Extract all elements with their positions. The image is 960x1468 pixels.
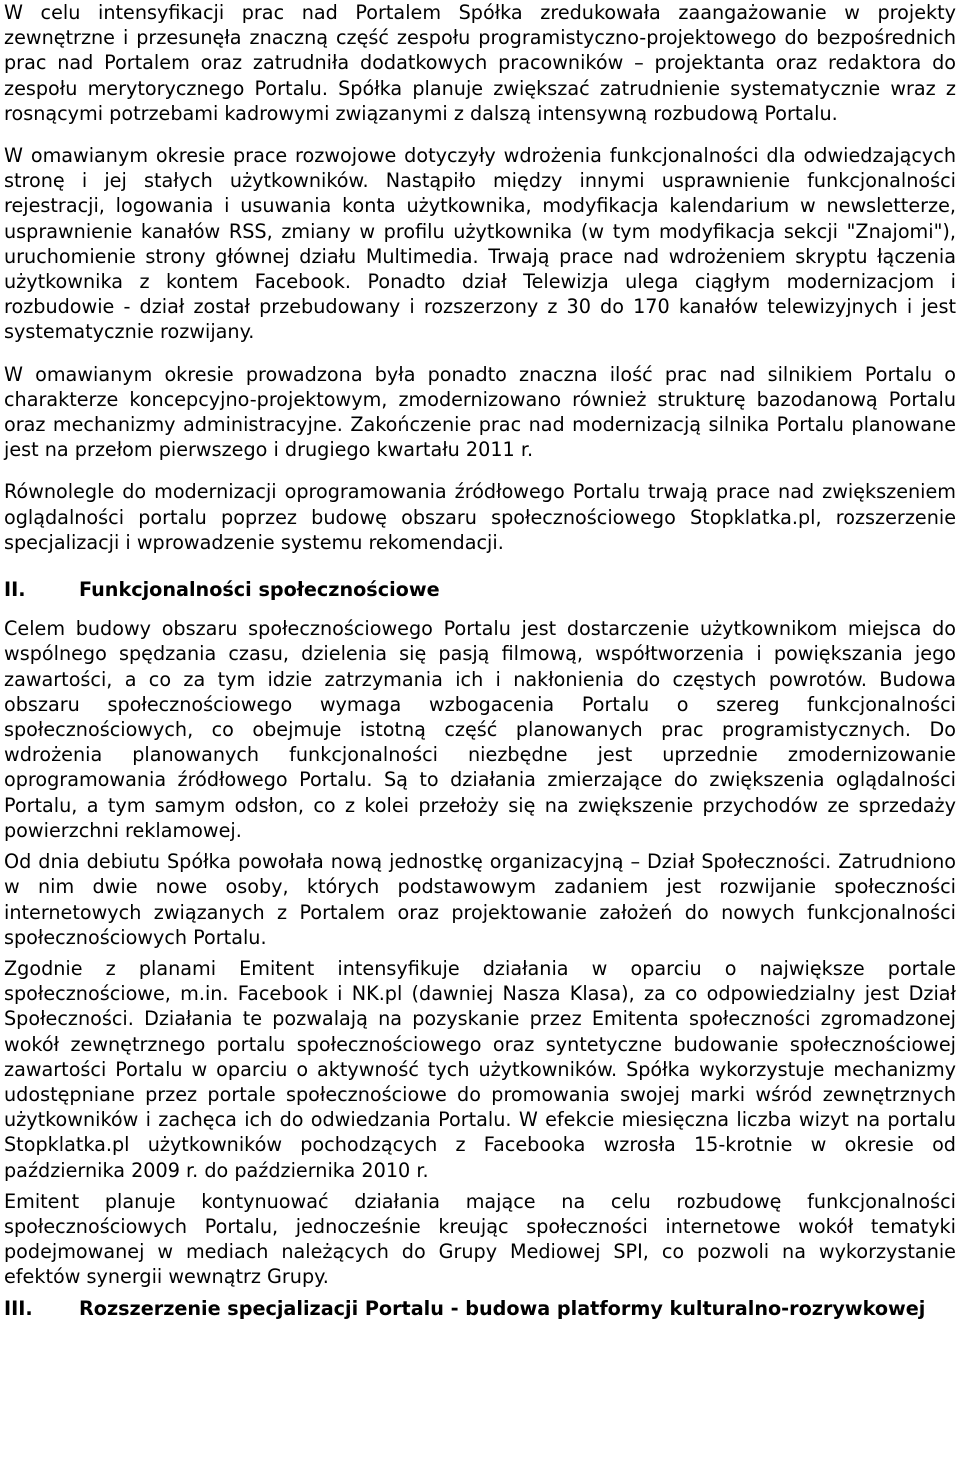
paragraph-parallel-works: Równolegle do modernizacji oprogramowania źródłowego Portalu trwają prace nad zwiększeniem oglądalności portalu poprzez budowę obszaru społecznościowego Stopklatka.pl, rozszerzenie specjalizacji i wprowadzenie systemu rekomendacji.	[4, 480, 956, 554]
section-number: II.	[4, 578, 26, 602]
section-number: III.	[4, 1296, 33, 1320]
paragraph-social-portals: Zgodnie z planami Emitent intensyfikuje działania w oparciu o największe portale społecznościowe, m.in. Facebook i NK.pl (dawniej Nasza Klasa), za co odpowiedzialny jest Dział Społeczności. Działania te pozwalają na pozyskanie przez Emitenta społeczności zgromadzonej wokół zewnętrznego portalu społecznościowego oraz syntetyczne budowanie społecznościowej zawartości Portalu w oparciu o aktywność tych użytkowników. Spółka wykorzystuje mechanizmy udostępniane przez portale społecznościowe do promowania swojej marki wśród zewnętrznych użytkowników i zachęca ich do odwiedzania Portalu. W efekcie miesięczna liczba wizyt na portalu Stopklatka.pl użytkowników pochodzących z Facebooka wzrosła 15-krotnie w okresie od października 2009 r. do października 2010 r.	[4, 956, 956, 1182]
section-title: Funkcjonalności społecznościowe	[79, 578, 440, 602]
section-heading-2	[4, 577, 956, 602]
paragraph-social-goal: Celem budowy obszaru społecznościowego Portalu jest dostarczenie użytkownikom miejsca do wspólnego spędzania czasu, dzielenia się pasją filmową, współtworzenia i powiększania jego zawartości, a co za tym idzie zatrzymania ich i nakłonienia do częstych powrotów. Budowa obszaru społecznościowego wymaga wzbogacenia Portalu o szereg funkcjonalności społecznościowych, co obejmuje istotną część planowanych prac programistycznych. Do wdrożenia planowanych funkcjonalności niezbędne jest uprzednie zmodernizowanie oprogramowania źródłowego Portalu. Są to działania zmierzające do zwiększenia oglądalności Portalu, a tym samym odsłon, co z kolei przełoży się na zwiększenie przychodów ze sprzedaży powierzchni reklamowej.	[4, 617, 956, 842]
paragraph-community-department: Od dnia debiutu Spółka powołała nową jednostkę organizacyjną – Dział Społeczności. Zatrudniono w nim dwie nowe osoby, których podstawowym zadaniem jest rozwijanie społeczności internetowych związanych z Portalem oraz projektowanie założeń do nowych funkcjonalności społecznościowych Portalu.	[4, 850, 956, 949]
paragraph-future-plans: Emitent planuje kontynuować działania mające na celu rozbudowę funkcjonalności społecznościowych Portalu, jednocześnie kreując społeczności internetowe wokół tematyki podejmowanej w mediach należących do Grupy Mediowej SPI, co pozwoli na wykorzystanie efektów synergii wewnątrz Grupy.	[4, 1189, 956, 1289]
paragraph-development-works: W omawianym okresie prace rozwojowe dotyczyły wdrożenia funkcjonalności dla odwiedzających stronę i jej stałych użytkowników. Nastąpiło między innymi usprawnienie funkcjonalności rejestracji, logowania i usuwania konta użytkownika, modyfikacja kalendarium w newsletterze, usprawnienie kanałów RSS, zmiany w profilu użytkownika (w tym modyfikacja sekcji "Znajomi"), uruchomienie strony głównej działu Multimedia. Trwają prace nad wdrożeniem skryptu łączenia użytkownika z kontem Facebook. Ponadto dział Telewizja ulega ciągłym modernizacjom i rozbudowie - dział został przebudowany i rozszerzony z 30 do 170 kanałów telewizyjnych i jest systematycznie rozwijany.	[4, 144, 956, 344]
document-page	[4, 0, 956, 1321]
paragraph-engine-modernization: W omawianym okresie prowadzona była ponadto znaczna ilość prac nad silnikiem Portalu o charakterze koncepcyjno-projektowym, zmodernizowano również strukturę bazodanową Portalu oraz mechanizmy administracyjne. Zakończenie prac nad modernizacją silnika Portalu planowane jest na przełom pierwszego i drugiego kwartału 2011 r.	[4, 362, 956, 462]
paragraph-staffing: W celu intensyfikacji prac nad Portalem Spółka zredukowała zaangażowanie w projekty zewnętrzne i przesunęła znaczną część zespołu programistyczno-projektowego do bezpośrednich prac nad Portalem oraz zatrudniła dodatkowych pracowników – projektanta oraz redaktora do zespołu merytorycznego Portalu. Spółka planuje zwiększać zatrudnienie systematycznie wraz z rosnącymi potrzebami kadrowymi związanymi z dalszą intensywną rozbudową Portalu.	[4, 1, 956, 125]
section-heading-3	[4, 1296, 956, 1321]
section-title: Rozszerzenie specjalizacji Portalu - budowa platformy kulturalno-rozrywkowej	[79, 1296, 926, 1320]
